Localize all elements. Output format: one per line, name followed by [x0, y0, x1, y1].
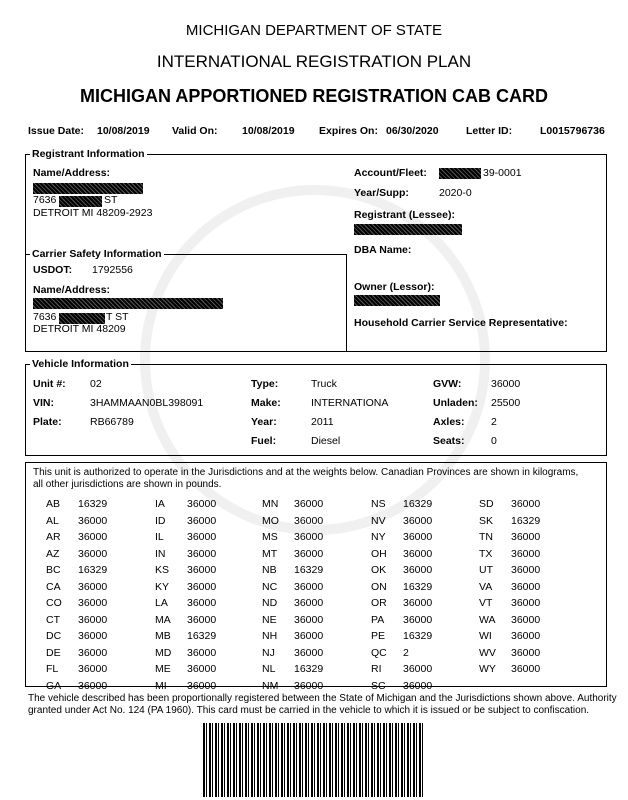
jurisdiction-code: AB: [46, 498, 61, 510]
year-supp: 2020-0: [439, 187, 472, 199]
carrier-section-title: Carrier Safety Information: [32, 248, 162, 260]
redacted-lessee: [354, 224, 462, 235]
jurisdiction-weight: 16329: [187, 630, 217, 642]
valid-on-date: 10/08/2019: [242, 125, 295, 137]
jurisdiction-weight: 16329: [511, 514, 541, 527]
jurisdiction-code: NH: [262, 630, 278, 642]
account-fleet: 39-0001: [483, 167, 522, 179]
jurisdiction-weight: 36000: [78, 646, 108, 659]
jurisdiction-code: NB: [262, 564, 277, 576]
year-supp-label: Year/Supp:: [354, 187, 409, 199]
jurisdiction-code: WI: [479, 630, 492, 642]
unladen-value: 25500: [491, 397, 521, 409]
jurisdiction-code: DC: [46, 630, 62, 642]
make-label: Make:: [251, 397, 281, 409]
valid-on-label: Valid On:: [172, 125, 218, 137]
unladen-label: Unladen:: [433, 397, 478, 409]
vehicle-section-title: Vehicle Information: [32, 358, 129, 370]
jurisdiction-weight: 36000: [511, 597, 541, 609]
jurisdiction-weight: 36000: [403, 564, 433, 576]
jurisdiction-weight: 36000: [187, 613, 217, 626]
jurisdiction-code: MD: [155, 646, 172, 659]
issue-date: 10/08/2019: [97, 125, 150, 137]
jurisdiction-weight: 36000: [403, 547, 433, 560]
jurisdiction-weight: 36000: [187, 679, 217, 692]
jurisdiction-code: SK: [479, 514, 494, 527]
registrant-section-title: Registrant Information: [32, 148, 145, 160]
jurisdiction-code: OK: [371, 564, 387, 576]
type-value: Truck: [311, 378, 337, 390]
jurisdiction-code: WV: [479, 646, 496, 659]
carrier-address-number: 7636: [33, 311, 57, 323]
jurisdiction-weight: 36000: [78, 630, 108, 642]
jurisdiction-weight: 36000: [511, 531, 541, 543]
jurisdiction-code: QC: [371, 646, 387, 659]
plate-label: Plate:: [33, 416, 62, 428]
vin-label: VIN:: [33, 397, 54, 409]
jurisdiction-weight: 36000: [511, 663, 541, 675]
seats-value: 0: [491, 435, 497, 447]
jurisdiction-weight: 36000: [187, 646, 217, 659]
jurisdiction-weight: 36000: [511, 630, 541, 642]
jurisdiction-code: IA: [155, 498, 165, 510]
jurisdiction-code: CA: [46, 580, 61, 593]
redacted-owner: [354, 295, 440, 306]
jurisdiction-code: MN: [262, 498, 279, 510]
jurisdiction-weight: 36000: [403, 514, 433, 527]
carrier-name-label: Name/Address:: [33, 284, 111, 296]
registrant-name-label: Name/Address:: [33, 167, 111, 179]
redacted-account: [439, 168, 481, 179]
issue-date-label: Issue Date:: [28, 125, 85, 137]
axles-value: 2: [491, 416, 497, 428]
jurisdiction-weight: 36000: [187, 580, 217, 593]
registrant-address-street: ST: [104, 194, 118, 206]
jurisdiction-weight: 36000: [511, 547, 541, 560]
jurisdiction-weight: 36000: [78, 547, 108, 560]
registrant-address-number: 7636: [33, 194, 57, 206]
jurisdiction-weight: 36000: [187, 547, 217, 560]
jurisdiction-code: OH: [371, 547, 387, 560]
jurisdiction-note-1: This unit is authorized to operate in the Jurisdictions and at the weights below. Canadian Provinces are shown in kilograms,: [33, 467, 579, 478]
vin-value: 3HAMMAAN0BL398091: [90, 397, 204, 409]
jurisdiction-weight: 36000: [187, 531, 217, 543]
jurisdiction-weight: 16329: [403, 630, 433, 642]
jurisdiction-weight: 36000: [78, 597, 108, 609]
jurisdiction-code: KS: [155, 564, 170, 576]
axles-label: Axles:: [433, 416, 465, 428]
jurisdiction-code: VT: [479, 597, 493, 609]
jurisdiction-code: VA: [479, 580, 493, 593]
program-title: INTERNATIONAL REGISTRATION PLAN: [156, 52, 472, 71]
jurisdiction-weight: 36000: [511, 564, 541, 576]
jurisdiction-weight: 36000: [294, 630, 324, 642]
jurisdiction-code: TN: [479, 531, 493, 543]
jurisdiction-code: DE: [46, 646, 61, 659]
registrant-city: DETROIT MI 48209-2923: [33, 207, 153, 219]
jurisdiction-weight: 36000: [403, 597, 433, 609]
dba-label: DBA Name:: [354, 244, 412, 256]
redacted-carrier-name: [33, 298, 223, 309]
jurisdiction-code: ID: [155, 514, 166, 527]
plate-value: RB66789: [90, 416, 134, 428]
jurisdiction-code: NM: [262, 679, 279, 692]
jurisdiction-code: ON: [371, 580, 387, 593]
jurisdiction-weight: 16329: [78, 498, 108, 510]
jurisdiction-weight: 36000: [294, 646, 324, 659]
redacted-name: [33, 183, 143, 194]
jurisdiction-code: RI: [371, 663, 382, 675]
jurisdiction-code: FL: [46, 663, 59, 675]
jurisdiction-code: GA: [46, 679, 62, 692]
usdot-label: USDOT:: [33, 264, 73, 276]
jurisdiction-code: LA: [155, 597, 168, 609]
jurisdiction-code: NC: [262, 580, 278, 593]
letter-id-label: Letter ID:: [466, 125, 513, 137]
jurisdiction-weight: 36000: [187, 498, 217, 510]
jurisdiction-code: NJ: [262, 646, 275, 659]
jurisdiction-code: PE: [371, 630, 386, 642]
expires-date: 06/30/2020: [386, 125, 439, 137]
jurisdiction-weight: 36000: [187, 564, 217, 576]
gvw-value: 36000: [491, 378, 521, 390]
jurisdiction-code: IL: [155, 531, 164, 543]
jurisdiction-weight: 36000: [78, 580, 108, 593]
jurisdiction-code: AZ: [46, 547, 60, 560]
fuel-value: Diesel: [311, 435, 341, 447]
jurisdiction-weight: 36000: [403, 663, 433, 675]
jurisdiction-code: NY: [371, 531, 386, 543]
jurisdiction-weight: 36000: [511, 498, 541, 510]
unit-number: 02: [90, 378, 102, 390]
jurisdiction-code: MB: [155, 630, 171, 642]
jurisdiction-weight: 36000: [511, 646, 541, 659]
jurisdiction-code: SC: [371, 679, 386, 692]
jurisdiction-code: MS: [262, 531, 278, 543]
jurisdiction-code: UT: [479, 564, 493, 576]
jurisdiction-code: CT: [46, 613, 60, 626]
carrier-city: DETROIT MI 48209: [33, 323, 126, 335]
jurisdiction-weight: 36000: [403, 679, 433, 692]
jurisdiction-weight: 16329: [294, 663, 324, 675]
jurisdiction-code: MO: [262, 514, 279, 527]
jurisdiction-code: WY: [479, 663, 496, 675]
jurisdiction-note-2: all other jurisdictions are shown in pounds.: [33, 479, 222, 490]
jurisdiction-weight: 16329: [403, 498, 433, 510]
jurisdiction-code: TX: [479, 547, 493, 560]
hcsr-label: Household Carrier Service Representative:: [354, 317, 568, 329]
jurisdiction-code: BC: [46, 564, 61, 576]
unit-label: Unit #:: [33, 378, 66, 390]
jurisdiction-weight: 16329: [403, 580, 433, 593]
footer-line-1: The vehicle described has been proportionally registered between the State of Michigan and the Jurisdictions shown above. Authority: [28, 693, 617, 704]
jurisdiction-code: SD: [479, 498, 494, 510]
jurisdiction-weight: 36000: [403, 531, 433, 543]
year-value: 2011: [311, 416, 334, 428]
type-label: Type:: [251, 378, 279, 390]
jurisdiction-code: WA: [479, 613, 496, 626]
card-title: MICHIGAN APPORTIONED REGISTRATION CAB CARD: [80, 86, 548, 106]
gvw-label: GVW:: [433, 378, 462, 390]
jurisdiction-weight: 36000: [187, 514, 217, 527]
jurisdiction-code: CO: [46, 597, 62, 609]
jurisdiction-weight: 36000: [294, 580, 324, 593]
jurisdiction-code: MI: [155, 679, 167, 692]
jurisdiction-weight: 36000: [78, 663, 108, 675]
jurisdiction-weight: 36000: [294, 679, 324, 692]
jurisdiction-code: AL: [46, 514, 59, 527]
make-value: INTERNATIONA: [311, 397, 389, 409]
jurisdiction-code: OR: [371, 597, 387, 609]
redacted-street: [59, 196, 102, 207]
jurisdiction-weight: 36000: [78, 514, 108, 527]
jurisdiction-weight: 36000: [403, 613, 433, 626]
seats-label: Seats:: [433, 435, 465, 447]
jurisdiction-code: IN: [155, 547, 166, 560]
jurisdiction-code: MT: [262, 547, 278, 560]
jurisdiction-weight: 16329: [294, 564, 324, 576]
jurisdiction-code: ME: [155, 663, 171, 675]
jurisdiction-code: AR: [46, 531, 61, 543]
jurisdiction-weight: 36000: [78, 679, 108, 692]
department-title: MICHIGAN DEPARTMENT OF STATE: [185, 22, 443, 39]
letter-id: L0015796736: [540, 125, 605, 137]
jurisdiction-code: NL: [262, 663, 276, 675]
jurisdiction-weight: 36000: [511, 580, 541, 593]
jurisdiction-weight: 36000: [187, 663, 217, 675]
year-label: Year:: [251, 416, 277, 428]
account-fleet-label: Account/Fleet:: [354, 167, 427, 179]
barcode-image: [203, 723, 425, 797]
jurisdiction-code: PA: [371, 613, 385, 626]
jurisdiction-weight: 2: [403, 646, 409, 659]
jurisdiction-weight: 36000: [294, 514, 324, 527]
jurisdiction-code: KY: [155, 580, 170, 593]
jurisdiction-code: NV: [371, 514, 386, 527]
usdot-number: 1792556: [92, 264, 133, 276]
jurisdiction-weight: 36000: [294, 498, 324, 510]
jurisdiction-code: NS: [371, 498, 386, 510]
footer-line-2: granted under Act No. 124 (PA 1960). This card must be carried in the vehicle to which it is issued or be subject to confiscation.: [28, 705, 590, 716]
jurisdiction-code: MA: [155, 613, 171, 626]
carrier-address-street: T ST: [106, 311, 129, 323]
fuel-label: Fuel:: [251, 435, 277, 447]
jurisdiction-weight: 36000: [294, 597, 324, 609]
jurisdiction-weight: 36000: [78, 531, 108, 543]
jurisdiction-weight: 36000: [78, 613, 108, 626]
expires-label: Expires On:: [319, 125, 378, 137]
lessee-label: Registrant (Lessee):: [354, 209, 455, 221]
jurisdiction-code: NE: [262, 613, 277, 626]
owner-label: Owner (Lessor):: [354, 281, 435, 293]
jurisdiction-weight: 16329: [78, 564, 108, 576]
jurisdiction-code: ND: [262, 597, 278, 609]
jurisdiction-weight: 36000: [294, 531, 324, 543]
jurisdiction-weight: 36000: [294, 547, 324, 560]
jurisdiction-weight: 36000: [294, 613, 324, 626]
jurisdiction-weight: 36000: [511, 613, 541, 626]
jurisdiction-weight: 36000: [187, 597, 217, 609]
